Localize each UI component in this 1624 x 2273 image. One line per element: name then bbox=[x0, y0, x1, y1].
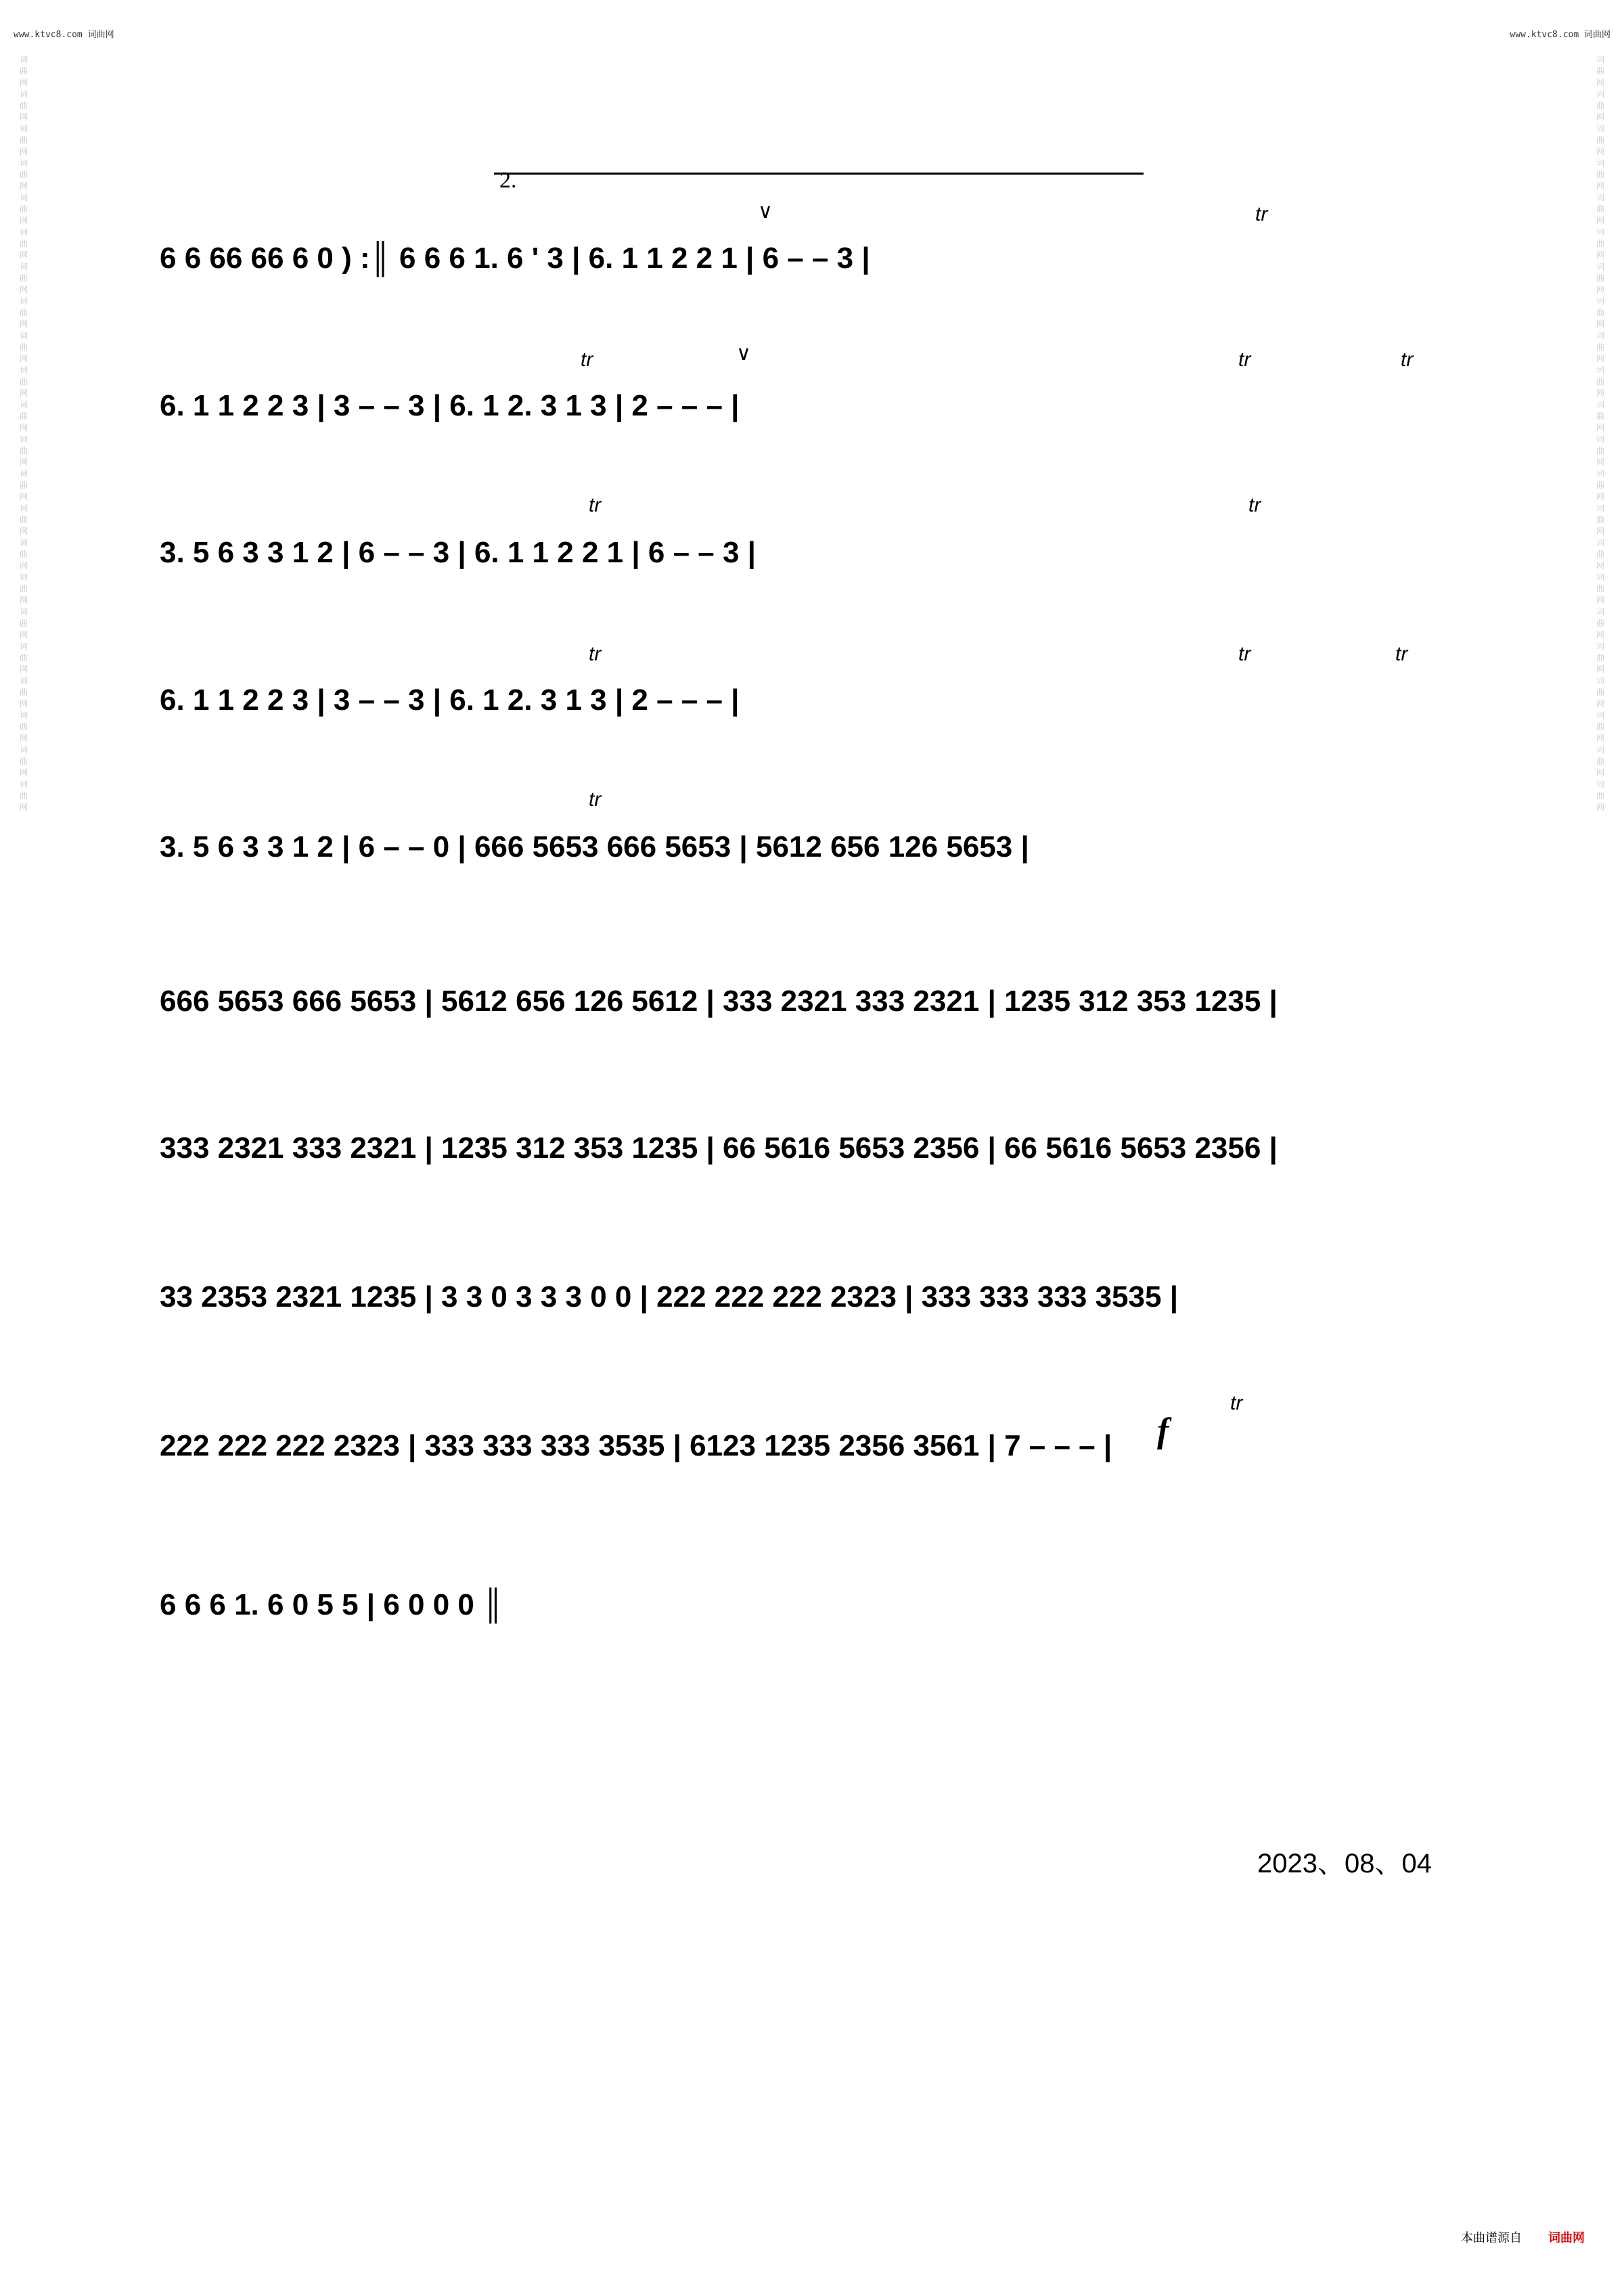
up-bow-mark: ∨ bbox=[758, 200, 773, 223]
side-watermark-left: 词曲网词曲网词曲网词曲网词曲网词曲网词曲网词曲网词曲网词曲网词曲网词曲网词曲网词曲网词曲网词曲网词曲网词曲网词曲网词曲网词曲网词曲网 bbox=[19, 55, 28, 812]
footer bbox=[1461, 2228, 1585, 2246]
trill-mark: tr bbox=[581, 348, 593, 371]
header-left-watermark: www.ktvc8.com 词曲网 bbox=[14, 30, 114, 40]
score-date: 2023、08、04 bbox=[1257, 1849, 1432, 1878]
score-line-8: 33 2353 2321 1235 | 3 3 0 3 3 3 0 0 | 222 222 222 2323 | 333 333 333 3535 | bbox=[160, 1280, 1179, 1313]
trill-mark: tr bbox=[1230, 1392, 1243, 1414]
trill-mark: tr bbox=[1395, 643, 1408, 665]
trill-mark: tr bbox=[1238, 348, 1251, 371]
score-line-7: 333 2321 333 2321 | 1235 312 353 1235 | 66 5616 5653 2356 | 66 5616 5653 2356 | bbox=[160, 1131, 1278, 1165]
trill-mark: tr bbox=[1401, 348, 1414, 371]
score-line-10: 6 6 6 1. 6 0 5 5 | 6 0 0 0 ║ bbox=[160, 1588, 504, 1621]
score-line-5: 3. 5 6 3 3 1 2 | 6 – – 0 | 666 5653 666 5653 | 5612 656 126 5653 | bbox=[160, 830, 1029, 863]
trill-mark: tr bbox=[1248, 494, 1261, 516]
trill-mark: tr bbox=[1255, 203, 1268, 225]
footer-source: 本曲谱源自 bbox=[1460, 2231, 1522, 2245]
up-bow-mark: ∨ bbox=[736, 342, 751, 365]
header-right-watermark: www.ktvc8.com 词曲网 bbox=[1510, 30, 1610, 40]
footer-brand: 词曲网 bbox=[1548, 2231, 1585, 2245]
score-line-9: 222 222 222 2323 | 333 333 333 3535 | 6123 1235 2356 3561 | 7 – – – | bbox=[160, 1429, 1112, 1462]
score-line-2: 6. 1 1 2 2 3 | 3 – – 3 | 6. 1 2. 3 1 3 | 2 – – – | bbox=[160, 389, 740, 422]
trill-mark: tr bbox=[589, 788, 602, 811]
forte-mark: f bbox=[1157, 1412, 1169, 1450]
trill-mark: tr bbox=[1238, 643, 1251, 665]
trill-mark: tr bbox=[589, 494, 602, 516]
score-line-3: 3. 5 6 3 3 1 2 | 6 – – 3 | 6. 1 1 2 2 1 | 6 – – 3 | bbox=[160, 536, 756, 569]
volta-label: 2. bbox=[499, 168, 517, 193]
volta-bracket bbox=[494, 173, 1144, 195]
score-line-6: 666 5653 666 5653 | 5612 656 126 5612 | 333 2321 333 2321 | 1235 312 353 1235 | bbox=[160, 985, 1278, 1018]
trill-mark: tr bbox=[589, 643, 602, 665]
score-line-1: 6 6 66 66 6 0 ) :║ 6 6 6 1. 6 ' 3 | 6. 1 1 2 2 1 | 6 – – 3 | bbox=[160, 242, 870, 275]
side-watermark-right: 词曲网词曲网词曲网词曲网词曲网词曲网词曲网词曲网词曲网词曲网词曲网词曲网词曲网词曲网词曲网词曲网词曲网词曲网词曲网词曲网词曲网词曲网 bbox=[1596, 55, 1604, 812]
score-line-4: 6. 1 1 2 2 3 | 3 – – 3 | 6. 1 2. 3 1 3 | 2 – – – | bbox=[160, 683, 740, 717]
